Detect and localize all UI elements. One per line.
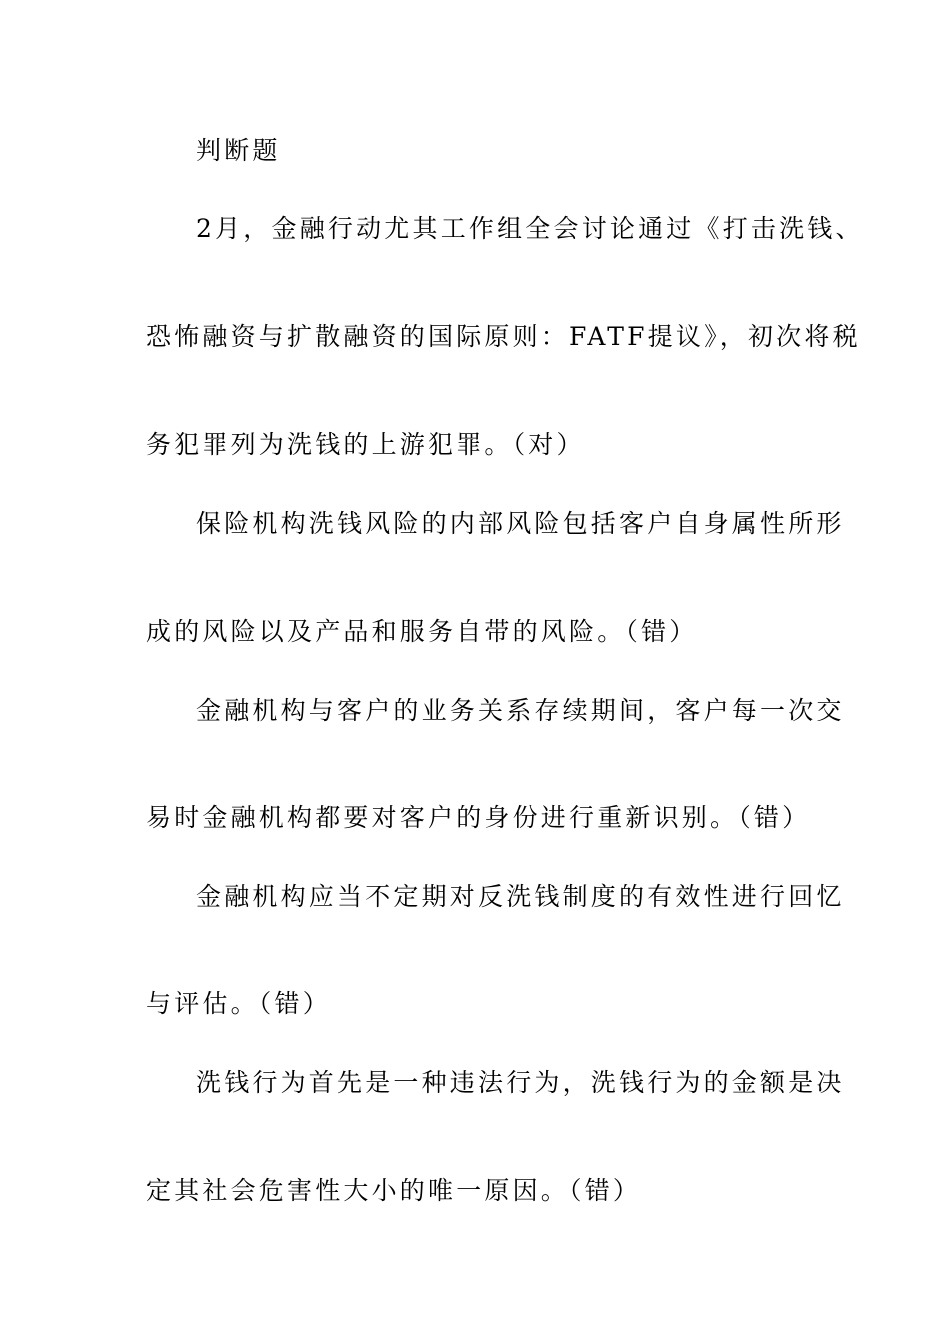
question-5-line-1: 洗钱行为首先是一种违法行为，洗钱行为的金额是决 bbox=[196, 1068, 845, 1097]
question-5-line-2: 定其社会危害性大小的唯一原因。（错） bbox=[146, 1176, 642, 1205]
question-2-line-1: 保险机构洗钱风险的内部风险包括客户自身属性所形 bbox=[196, 509, 845, 538]
question-2-line-2: 成的风险以及产品和服务自带的风险。（错） bbox=[146, 617, 698, 646]
question-4-line-2: 与评估。（错） bbox=[146, 989, 331, 1018]
question-4-line-1: 金融机构应当不定期对反洗钱制度的有效性进行回忆 bbox=[196, 882, 845, 911]
section-heading: 判断题 bbox=[196, 136, 281, 165]
question-3-line-2: 易时金融机构都要对客户的身份进行重新识别。（错） bbox=[146, 803, 811, 832]
question-3-line-1: 金融机构与客户的业务关系存续期间，客户每一次交 bbox=[196, 696, 845, 725]
question-1-line-1: 2月，金融行动尤其工作组全会讨论通过《打击洗钱、 bbox=[196, 214, 864, 243]
question-1-line-2: 恐怖融资与扩散融资的国际原则：FATF提议》，初次将税 bbox=[146, 322, 861, 351]
question-1-line-3: 务犯罪列为洗钱的上游犯罪。（对） bbox=[146, 430, 585, 459]
